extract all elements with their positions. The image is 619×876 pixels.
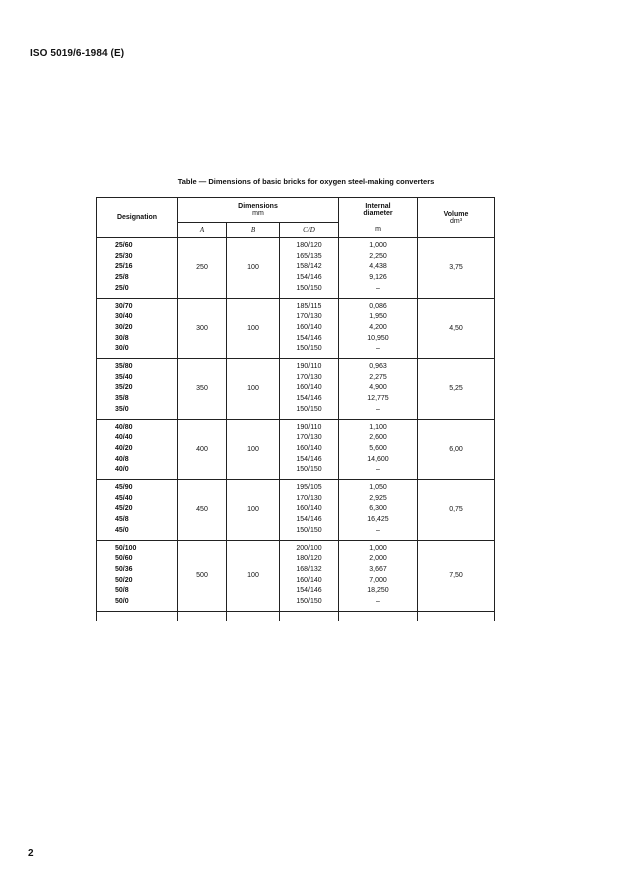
dimension-cd-cell-value: 180/120 — [296, 555, 322, 563]
dimension-b-cell: 100 — [227, 419, 280, 480]
table-row — [97, 238, 495, 299]
dimension-cd-cell-value: 150/150 — [296, 284, 322, 292]
dimension-b-cell: 100 — [227, 359, 280, 420]
internal-diameter-cell — [339, 480, 418, 541]
designation-cell-value: 50/60 — [115, 555, 133, 563]
dimension-cd-cell-value: 180/120 — [296, 242, 322, 249]
internal-diameter-cell-value: 16,425 — [367, 516, 389, 524]
internal-diameter-cell-value: 2,925 — [369, 494, 387, 502]
internal-diameter-cell-value: – — [376, 526, 380, 534]
dimension-cd-cell-value: 150/150 — [296, 405, 322, 413]
dimension-cd-cell-value: 170/130 — [296, 434, 322, 442]
designation-cell-value: 45/40 — [115, 494, 133, 502]
dimension-cd-cell-value: 154/146 — [296, 274, 322, 282]
dimension-cd-cell-value: 154/146 — [296, 334, 322, 342]
dimension-a-cell: 500 — [178, 540, 227, 611]
designation-cell-value: 30/20 — [115, 323, 133, 331]
internal-diameter-cell — [339, 359, 418, 420]
designation-cell — [97, 419, 178, 480]
table-row-group — [97, 419, 495, 480]
internal-diameter-cell-value: 2,250 — [369, 252, 387, 260]
dimension-a-cell: 250 — [178, 238, 227, 299]
dimension-cd-cell-value: 200/100 — [296, 544, 322, 552]
empty-cell — [280, 611, 339, 621]
table-caption: Table — Dimensions of basic bricks for oxygen steel-making converters — [177, 177, 435, 186]
internal-diameter-cell-value: 14,600 — [367, 455, 389, 463]
volume-header — [418, 198, 495, 238]
dimensions-header — [178, 198, 339, 223]
internal-diameter-header — [339, 198, 418, 223]
designation-cell-value: 45/0 — [115, 526, 129, 534]
internal-diameter-cell-value: 7,000 — [369, 576, 387, 584]
internal-diameter-cell-value: 18,250 — [367, 587, 389, 595]
table-row — [97, 298, 495, 359]
diameter-unit: m — [339, 223, 418, 238]
dimension-b-cell: 100 — [227, 480, 280, 541]
designation-cell-value: 45/90 — [115, 484, 133, 492]
empty-cell — [97, 611, 178, 621]
internal-diameter-cell-value: 1,100 — [369, 423, 387, 431]
designation-cell — [97, 359, 178, 420]
page-number: 2 — [28, 848, 34, 859]
dimension-cd-cell-value: 170/130 — [296, 494, 322, 502]
column-cd-header: C/D — [280, 223, 339, 238]
designation-cell-value: 50/100 — [115, 544, 137, 552]
internal-diameter-cell-value: – — [376, 598, 380, 606]
internal-diameter-cell-value: 9,126 — [369, 274, 387, 282]
designation-cell-value: 25/16 — [115, 263, 133, 271]
internal-diameter-cell-value: – — [376, 284, 380, 292]
internal-diameter-cell-value: – — [376, 405, 380, 413]
dimension-b-cell: 100 — [227, 540, 280, 611]
designation-cell — [97, 480, 178, 541]
designation-cell-value: 30/70 — [115, 302, 133, 310]
dimensions-unit: mm — [252, 210, 264, 217]
table-row-group — [97, 298, 495, 359]
designation-cell-value: 35/40 — [115, 373, 133, 381]
internal-diameter-cell-value: 1,000 — [369, 544, 387, 552]
designation-cell-value: 40/80 — [115, 423, 133, 431]
designation-cell-value: 50/0 — [115, 598, 129, 606]
designation-cell — [97, 238, 178, 299]
designation-cell-value: 45/8 — [115, 516, 129, 524]
empty-cell — [339, 611, 418, 621]
designation-cell-value: 35/20 — [115, 384, 133, 392]
dimension-a-cell: 300 — [178, 298, 227, 359]
column-b-header: B — [227, 223, 280, 238]
designation-cell-value: 40/20 — [115, 444, 133, 452]
volume-cell: 5,25 — [418, 359, 495, 420]
dimension-cd-cell — [280, 540, 339, 611]
table-row-group — [97, 480, 495, 541]
dimension-a-cell: 400 — [178, 419, 227, 480]
dimension-cd-cell-value: 150/150 — [296, 526, 322, 534]
designation-cell-value: 35/80 — [115, 363, 133, 371]
designation-cell-value: 40/0 — [115, 466, 129, 474]
designation-cell — [97, 540, 178, 611]
internal-diameter-cell-value: 12,775 — [367, 395, 389, 403]
designation-cell-value: 25/60 — [115, 242, 133, 249]
table-row — [97, 540, 495, 611]
designation-cell-value: 50/20 — [115, 576, 133, 584]
table-row — [97, 359, 495, 420]
dimension-cd-cell-value: 185/115 — [296, 302, 322, 310]
dimension-cd-cell-value: 165/135 — [296, 252, 322, 260]
dimension-cd-cell — [280, 238, 339, 299]
internal-diameter-cell-value: – — [376, 345, 380, 353]
internal-diameter-cell-value: – — [376, 466, 380, 474]
dimension-cd-cell-value: 160/140 — [296, 505, 322, 513]
designation-cell-value: 30/8 — [115, 334, 129, 342]
dimension-cd-cell-value: 170/130 — [296, 373, 322, 381]
designation-cell-value: 40/8 — [115, 455, 129, 463]
dimension-cd-cell — [280, 359, 339, 420]
designation-cell-value: 30/40 — [115, 313, 133, 321]
internal-diameter-cell-value: 4,438 — [369, 263, 387, 271]
internal-diameter-cell-value: 2,275 — [369, 373, 387, 381]
dimension-cd-cell-value: 195/105 — [296, 484, 322, 492]
internal-diameter-cell — [339, 540, 418, 611]
dimension-cd-cell — [280, 480, 339, 541]
document-header: ISO 5019/6-1984 (E) — [30, 48, 125, 59]
volume-cell: 4,50 — [418, 298, 495, 359]
internal-diameter-cell-value: 10,950 — [367, 334, 389, 342]
volume-cell: 7,50 — [418, 540, 495, 611]
internal-label: Internal — [365, 203, 391, 211]
designation-cell-value: 25/8 — [115, 274, 129, 282]
volume-cell: 3,75 — [418, 238, 495, 299]
diameter-label: diameter — [363, 210, 393, 218]
dimension-b-cell: 100 — [227, 298, 280, 359]
dimension-cd-cell-value: 168/132 — [296, 565, 322, 573]
internal-diameter-cell-value: 1,000 — [369, 242, 387, 249]
dimension-cd-cell-value: 160/140 — [296, 323, 322, 331]
internal-diameter-cell-value: 1,050 — [369, 484, 387, 492]
designation-header: Designation — [97, 198, 178, 238]
internal-diameter-cell-value: 1,950 — [369, 313, 387, 321]
designation-cell-value: 45/20 — [115, 505, 133, 513]
dimension-cd-cell-value: 160/140 — [296, 444, 322, 452]
dimension-cd-cell-value: 150/150 — [296, 466, 322, 474]
dimension-cd-cell-value: 190/110 — [296, 423, 322, 431]
dimension-cd-cell-value: 190/110 — [296, 363, 322, 371]
internal-diameter-cell-value: 6,300 — [369, 505, 387, 513]
dimension-cd-cell-value: 154/146 — [296, 455, 322, 463]
table-tail-row — [97, 611, 495, 621]
empty-cell — [178, 611, 227, 621]
internal-diameter-cell — [339, 238, 418, 299]
internal-diameter-cell — [339, 298, 418, 359]
dimension-cd-cell-value: 160/140 — [296, 384, 322, 392]
empty-cell — [227, 611, 280, 621]
dimension-cd-cell-value: 160/140 — [296, 576, 322, 584]
dimensions-table — [96, 197, 495, 621]
internal-diameter-cell-value: 3,667 — [369, 565, 387, 573]
empty-cell — [418, 611, 495, 621]
designation-cell-value: 35/0 — [115, 405, 129, 413]
table-row-group — [97, 238, 495, 299]
designation-cell-value: 50/8 — [115, 587, 129, 595]
designation-cell-value: 25/30 — [115, 252, 133, 260]
dimension-cd-cell-value: 154/146 — [296, 395, 322, 403]
column-a-header: A — [178, 223, 227, 238]
internal-diameter-cell — [339, 419, 418, 480]
designation-cell-value: 40/40 — [115, 434, 133, 442]
dimension-cd-cell-value: 154/146 — [296, 587, 322, 595]
designation-cell-value: 25/0 — [115, 284, 129, 292]
table-row-group — [97, 540, 495, 611]
designation-cell-value: 50/36 — [115, 565, 133, 573]
dimension-a-cell: 450 — [178, 480, 227, 541]
designation-cell-value: 35/8 — [115, 395, 129, 403]
volume-cell: 6,00 — [418, 419, 495, 480]
internal-diameter-cell-value: 0,086 — [369, 302, 387, 310]
internal-diameter-cell-value: 2,600 — [369, 434, 387, 442]
designation-cell-value: 30/0 — [115, 345, 129, 353]
dimension-cd-cell-value: 154/146 — [296, 516, 322, 524]
table-row-group — [97, 359, 495, 420]
dimension-a-cell: 350 — [178, 359, 227, 420]
internal-diameter-cell-value: 0,963 — [369, 363, 387, 371]
volume-cell: 0,75 — [418, 480, 495, 541]
designation-cell — [97, 298, 178, 359]
internal-diameter-cell-value: 4,200 — [369, 323, 387, 331]
dimension-b-cell: 100 — [227, 238, 280, 299]
internal-diameter-cell-value: 5,600 — [369, 444, 387, 452]
internal-diameter-cell-value: 2,000 — [369, 555, 387, 563]
dimension-cd-cell-value: 170/130 — [296, 313, 322, 321]
dimension-cd-cell — [280, 419, 339, 480]
internal-diameter-cell-value: 4,900 — [369, 384, 387, 392]
volume-label: Volume — [443, 210, 469, 218]
dimension-cd-cell-value: 158/142 — [296, 263, 322, 271]
dimension-cd-cell — [280, 298, 339, 359]
dimensions-label: Dimensions — [238, 203, 278, 210]
table-row — [97, 419, 495, 480]
dimension-cd-cell-value: 150/150 — [296, 345, 322, 353]
dimension-cd-cell-value: 150/150 — [296, 598, 322, 606]
table-row — [97, 480, 495, 541]
volume-unit: dm³ — [449, 217, 463, 225]
